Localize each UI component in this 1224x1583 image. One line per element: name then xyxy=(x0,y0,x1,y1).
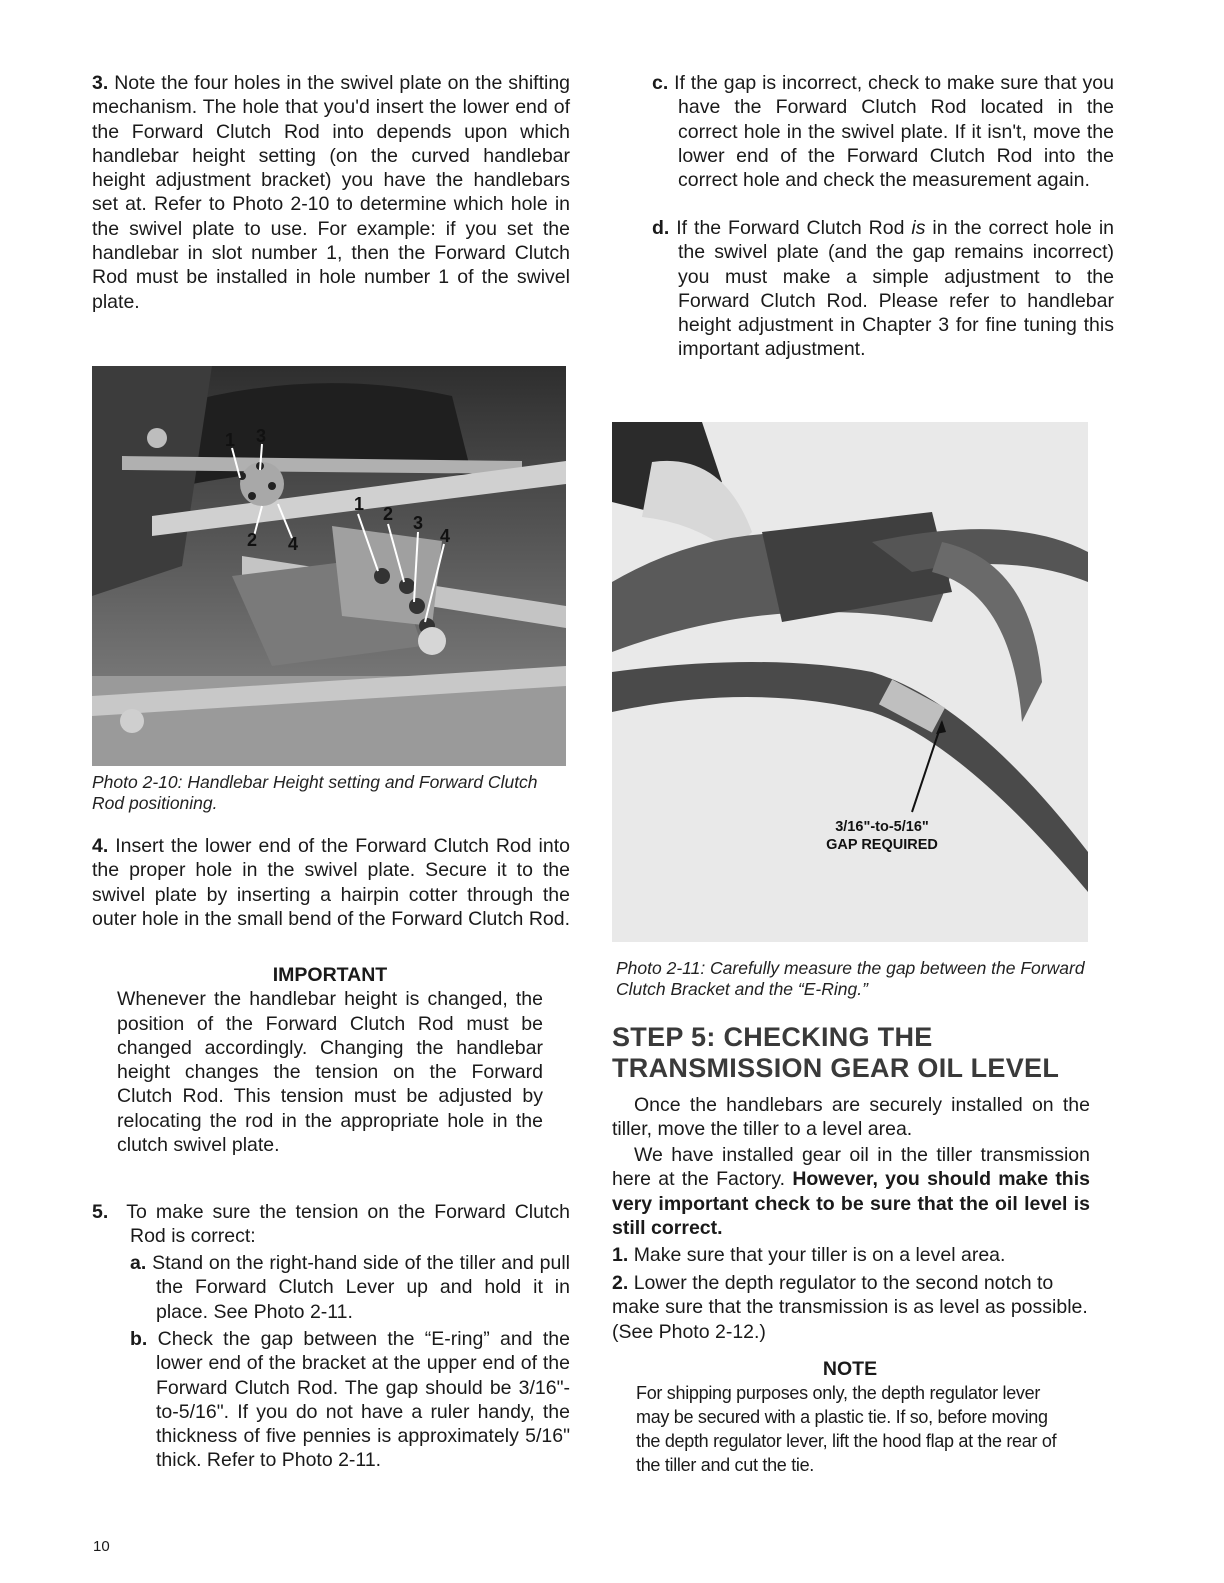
callout-handlebar-slot-4: 4 xyxy=(288,534,299,554)
photo-2-10-caption: Photo 2-10: Handlebar Height setting and Forward Clutch Rod positioning. xyxy=(92,772,538,813)
step-5d-text-1: If the Forward Clutch Rod xyxy=(676,217,912,239)
note-box xyxy=(636,1357,1064,1477)
important-heading: IMPORTANT xyxy=(272,964,388,986)
step-4-text: Insert the lower end of the Forward Clutch Rod into the proper hole in the swivel plate. Secure it to the swivel plate by inserting a hairpin cotter through the outer hole in the small bend of the Forward Clutch Rod. xyxy=(92,835,571,930)
photo-2-10-image xyxy=(92,366,566,766)
callout-handlebar-slot-1: 1 xyxy=(225,430,236,450)
photo-2-10 xyxy=(92,366,566,766)
note-heading: NOTE xyxy=(822,1358,878,1380)
gap-required-text: GAP REQUIRED xyxy=(826,837,938,853)
step-5d-letter: d. xyxy=(652,217,670,239)
note-text: For shipping purposes only, the depth regulator lever may be secured with a plastic tie. If so, before moving the depth regulator lever, lift the hood flap at the rear of the tiller and cut the tie. xyxy=(636,1383,1057,1476)
step-5-heading xyxy=(612,1022,1092,1084)
oil-step-2-text: Lower the depth regulator to the second notch to make sure that the transmission is as level as possible. (See Photo 2-12.) xyxy=(612,1272,1088,1343)
step-5d-emphasis: is xyxy=(911,217,926,239)
important-text: Whenever the handlebar height is changed, the position of the Forward Clutch Rod must be changed accordingly. Changing the handlebar height changes the tension on the Forward Clutch Rod. This tension must be adjusted by relocating the rod in the appropriate hole in the clutch swivel plate. xyxy=(117,988,543,1157)
step-5d-text-2: in the correct hole in the swivel plate (and the gap remains incorrect) you must make a simple adjustment to the Forward Clutch Rod. Please refer to handlebar height adjustment in Chapter 3 for fine tuning this important adjustment. xyxy=(678,217,1114,361)
oil-para-1-text: Once the handlebars are securely installed on the tiller, move the tiller to a level area. xyxy=(612,1094,1090,1141)
callout-swivel-hole-1: 1 xyxy=(354,494,365,514)
photo-2-11-caption: Photo 2-11: Carefully measure the gap between the Forward Clutch Bracket and the “E-Ring.” xyxy=(616,958,1085,999)
step-4-number: 4. xyxy=(92,835,109,857)
photo-2-11-image xyxy=(612,422,1088,942)
callout-handlebar-slot-2: 2 xyxy=(247,530,258,550)
page-number: 10 xyxy=(93,1538,110,1555)
step-5c xyxy=(652,71,1114,192)
callout-swivel-hole-3: 3 xyxy=(413,513,424,533)
oil-step-1 xyxy=(612,1243,1090,1267)
photo-2-11 xyxy=(612,422,1088,942)
callout-swivel-hole-2: 2 xyxy=(383,504,394,524)
step-5-text: To make sure the tension on the Forward Clutch Rod is correct: xyxy=(126,1201,570,1248)
oil-para-2 xyxy=(612,1143,1090,1240)
gap-required-label xyxy=(802,818,962,854)
step-5-heading-line-2: TRANSMISSION GEAR OIL LEVEL xyxy=(612,1053,1060,1083)
important-box xyxy=(117,963,543,1157)
step-5b-letter: b. xyxy=(130,1328,148,1350)
step-3-text: Note the four holes in the swivel plate on the shifting mechanism. The hole that you'd insert the lower end of the Forward Clutch Rod into depends upon which handlebar height setting (on the curved handlebar height adjustment bracket) you have the handlebars set at. Refer to Photo 2-10 to determine which hole in the swivel plate to use. For example: if you set the handlebar in slot number 1, then the Forward Clutch Rod must be installed in hole number 1 of the swivel plate. xyxy=(92,72,571,313)
oil-para-2-bold: However, you should make this very important check to be sure that the oil level is still correct. xyxy=(612,1168,1090,1239)
step-5c-letter: c. xyxy=(652,72,669,94)
callout-handlebar-slot-3: 3 xyxy=(256,426,267,446)
oil-step-1-text: Make sure that your tiller is on a level area. xyxy=(633,1244,1006,1266)
step-5d xyxy=(652,216,1114,362)
step-5b-text: Check the gap between the “E-ring” and the lower end of the bracket at the upper end of the Forward Clutch Rod. The gap should be 3/16"-to-5/16". If you do not have a ruler handy, the thickness of five pennies is approximately 5/16" thick. Refer to Photo 2-11. xyxy=(156,1328,570,1472)
step-3-paragraph xyxy=(92,71,570,314)
oil-step-2 xyxy=(612,1271,1090,1344)
step-5a-text: Stand on the right-hand side of the tiller and pull the Forward Clutch Lever up and hold it in place. See Photo 2-11. xyxy=(152,1252,571,1323)
step-5c-text: If the gap is incorrect, check to make sure that you have the Forward Clutch Rod located in the correct hole in the swivel plate. If it isn't, move the lower end of the Forward Clutch Rod into the correct hole and check the measurement again. xyxy=(674,72,1114,192)
step-5-number: 5. xyxy=(92,1201,109,1223)
callout-swivel-hole-4: 4 xyxy=(440,526,451,546)
step-5b xyxy=(130,1327,570,1473)
step-5-heading-line-1: STEP 5: CHECKING THE xyxy=(612,1022,933,1052)
gap-required-measure: 3/16"-to-5/16" xyxy=(835,819,929,835)
step-5a xyxy=(130,1251,570,1324)
step-5a-letter: a. xyxy=(130,1252,147,1274)
step-5-intro xyxy=(92,1200,570,1249)
oil-para-2-text: We have installed gear oil in the tiller transmission here at the Factory. xyxy=(612,1144,1090,1191)
step-4-paragraph xyxy=(92,834,570,931)
step-3-number: 3. xyxy=(92,72,109,94)
oil-step-2-number: 2. xyxy=(612,1272,629,1294)
oil-step-1-number: 1. xyxy=(612,1244,629,1266)
oil-para-1 xyxy=(612,1093,1090,1142)
